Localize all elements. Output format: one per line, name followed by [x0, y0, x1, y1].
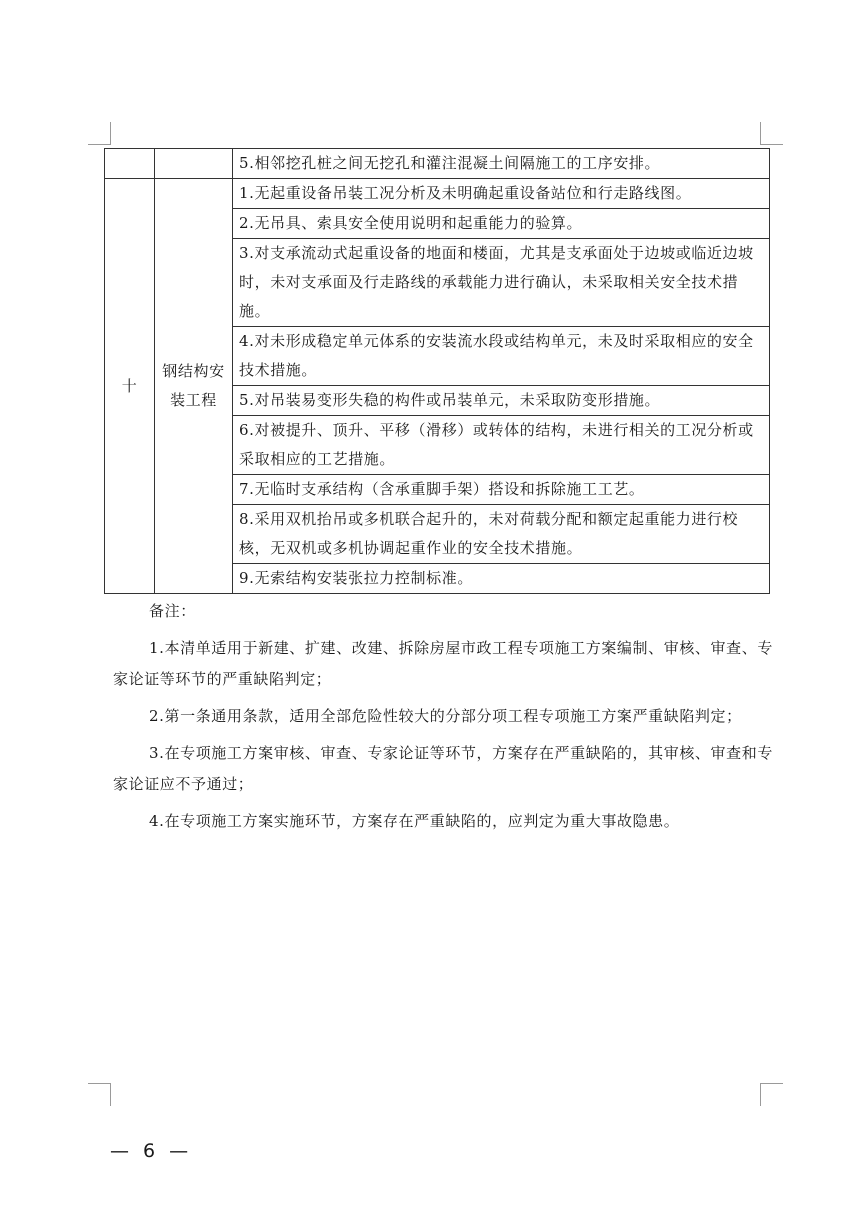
table-item: 8.采用双机抬吊或多机联合起升的，未对荷载分配和额定起重能力进行校核，无双机或多机协调起重作业的安全技术措施。 [233, 505, 770, 564]
crop-mark-top-left [88, 122, 111, 145]
table-item: 5.对吊装易变形失稳的构件或吊装单元，未采取防变形措施。 [233, 386, 770, 416]
crop-mark-top-right [760, 122, 783, 145]
table-item: 9.无索结构安装张拉力控制标准。 [233, 564, 770, 594]
note-item: 1.本清单适用于新建、扩建、改建、拆除房屋市政工程专项施工方案编制、审核、审查、专家论证等环节的严重缺陷判定； [113, 639, 773, 688]
crop-mark-bottom-right [760, 1083, 783, 1106]
note-item: 4.在专项施工方案实施环节，方案存在严重缺陷的，应判定为重大事故隐患。 [149, 812, 680, 830]
section-number: 十 [105, 179, 155, 594]
table-item: 6.对被提升、顶升、平移（滑移）或转体的结构，未进行相关的工况分析或采取相应的工艺措施。 [233, 416, 770, 475]
notes-heading: 备注： [149, 602, 196, 620]
table-item: 1.无起重设备吊装工况分析及未明确起重设备站位和行走路线图。 [233, 179, 770, 209]
note-item: 2.第一条通用条款，适用全部危险性较大的分部分项工程专项施工方案严重缺陷判定； [149, 707, 742, 725]
table-row [105, 149, 770, 179]
table-item: 7.无临时支承结构（含承重脚手架）搭设和拆除施工工艺。 [233, 475, 770, 505]
table-item: 4.对未形成稳定单元体系的安装流水段或结构单元，未及时采取相应的安全技术措施。 [233, 327, 770, 386]
table-item: 2.无吊具、索具安全使用说明和起重能力的验算。 [233, 209, 770, 239]
category-cell-empty [155, 149, 233, 179]
section-category: 钢结构安装工程 [155, 179, 233, 594]
page-number: — 6 — [110, 1140, 193, 1162]
table-item: 5.相邻挖孔桩之间无挖孔和灌注混凝土间隔施工的工序安排。 [233, 149, 770, 179]
number-cell-empty [105, 149, 155, 179]
crop-mark-bottom-left [88, 1083, 111, 1106]
table-item: 3.对支承流动式起重设备的地面和楼面，尤其是支承面处于边坡或临近边坡时，未对支承面及行走路线的承载能力进行确认，未采取相关安全技术措施。 [233, 239, 770, 327]
defects-table [104, 148, 770, 594]
note-item: 3.在专项施工方案审核、审查、专家论证等环节，方案存在严重缺陷的，其审核、审查和专家论证应不予通过； [113, 744, 773, 793]
notes-section [113, 596, 773, 843]
table-row [105, 179, 770, 209]
